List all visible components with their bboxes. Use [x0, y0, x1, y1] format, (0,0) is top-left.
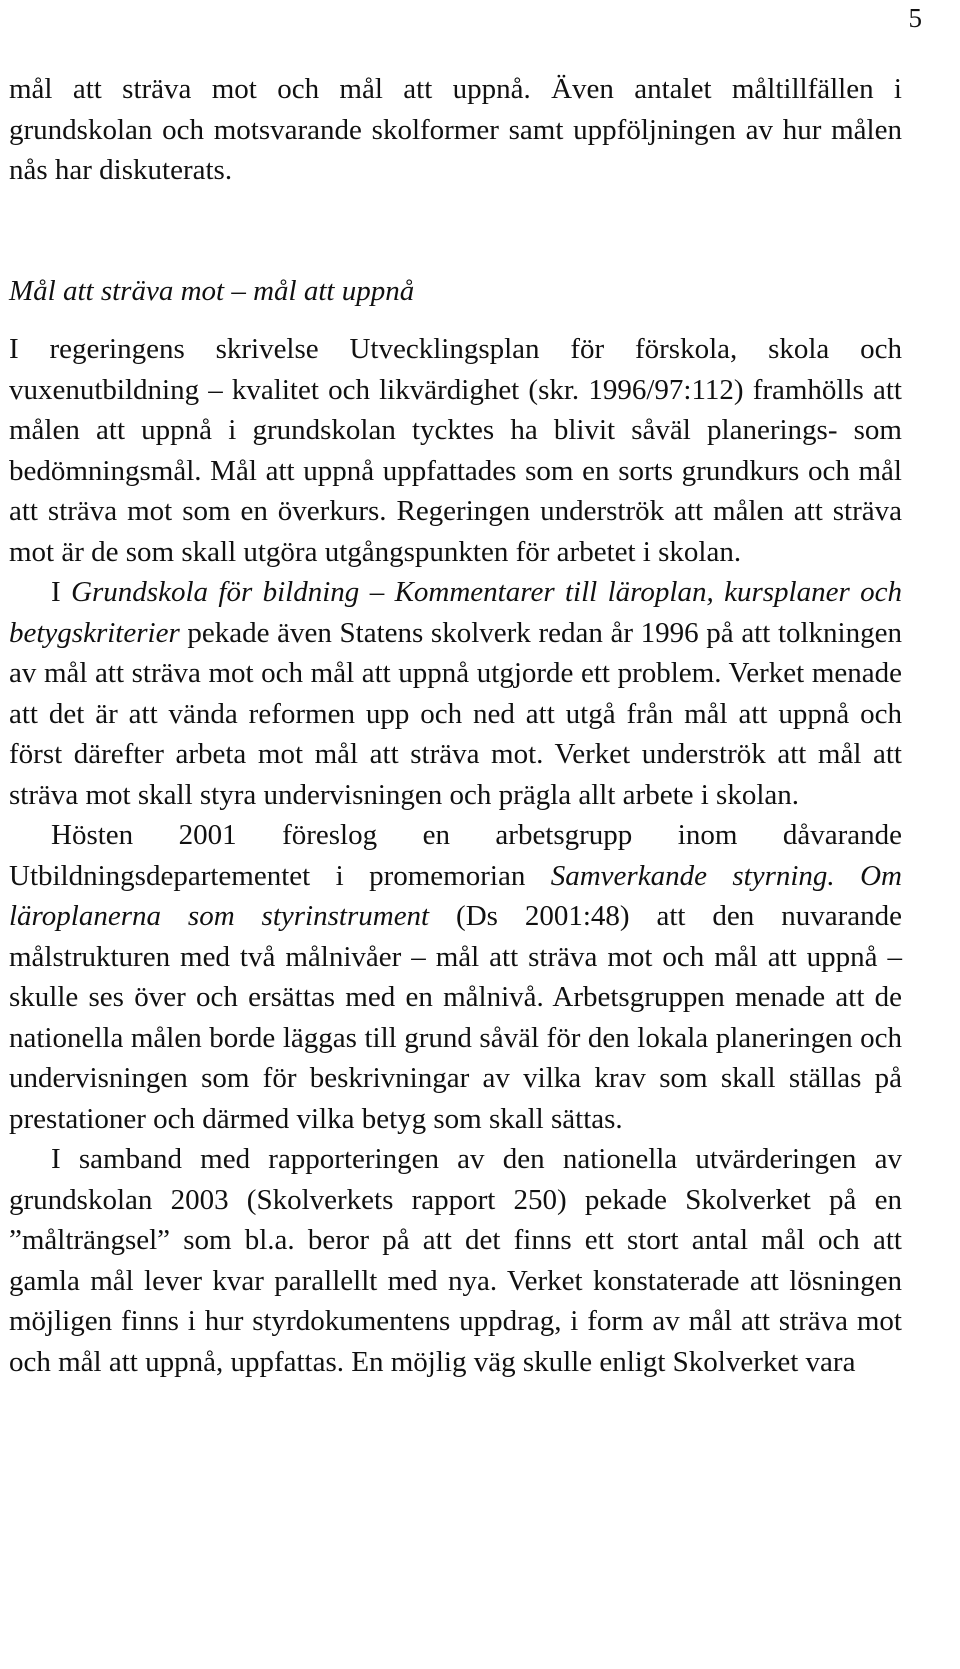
- paragraph-hosten-2001: [9, 815, 902, 1139]
- paragraph-text-start: Hösten 2001 föreslog en arbetsgrupp inom dåvarande Utbildningsdepartementet i promemorian: [9, 819, 902, 892]
- page-number: 5: [908, 3, 922, 33]
- paragraph-text-rest: pekade även Statens skolverk redan år 1996 på att tolkningen av mål att sträva mot och mål att uppnå utgjorde ett problem. Verket menade att det är att vända reformen upp och ned att utgå från mål att uppnå och först därefter arbeta mot mål att sträva mot. Verket underströk att mål att sträva mot skall styra undervisningen och prägla allt arbete i skolan.: [9, 616, 902, 811]
- paragraph-regeringens-skrivelse: I regeringens skrivelse Utvecklingsplan för förskola, skola och vuxenutbildning – kvalitet och likvärdighet (skr. 1996/97:112) framhölls att målen att uppnå i grundskolan tycktes ha blivit såväl planerings- som bedömningsmål. Mål att uppnå uppfattades som en sorts grundkurs och mål att sträva mot som en överkurs. Regeringen underströk att målen att sträva mot är de som skall utgöra utgångspunkten för arbetet i skolan.: [9, 333, 902, 568]
- publication-title: Grundskola för bildning – Kommentarer till läroplan, kursplaner och betygskriterier: [9, 576, 902, 649]
- intro-paragraph: mål att sträva mot och mål att uppnå. Även antalet måltillfällen i grundskolan och motsvarande skolformer samt uppföljningen av hur målen nås har diskuterats.: [9, 73, 902, 186]
- paragraph-text-start: I: [51, 576, 72, 608]
- page-content: [9, 69, 902, 1382]
- publication-title: Samverkande styrning. Om läroplanerna som styrinstrument: [9, 859, 902, 932]
- paragraph-nationella-utvarderingen: I samband med rapporteringen av den nationella utvärderingen av grundskolan 2003 (Skolverkets rapport 250) pekade Skolverket på en ”målträngsel” som bl.a. beror på att det finns ett stort antal mål och att gamla mål lever kvar parallellt med nya. Verket konstaterade att lösningen möjligen finns i hur styrdokumentens uppdrag, i form av mål att sträva mot och mål att uppnå, uppfattas. En möjlig väg skulle enligt Skolverket vara: [9, 1143, 902, 1378]
- section-heading: Mål att sträva mot – mål att uppnå: [9, 274, 415, 307]
- paragraph-text-rest: (Ds 2001:48) att den nuvarande målstrukturen med två målnivåer – mål att sträva mot och mål att uppnå – skulle ses över och ersättas med en målnivå. Arbetsgruppen menade att de nationella målen borde läggas till grund såväl för den lokala planeringen och undervisningen som för beskrivningar av vilka krav som skall ställas på prestationer och därmed vilka betyg som skall sättas.: [9, 900, 902, 1135]
- paragraph-grundskola-for-bildning: [9, 572, 902, 815]
